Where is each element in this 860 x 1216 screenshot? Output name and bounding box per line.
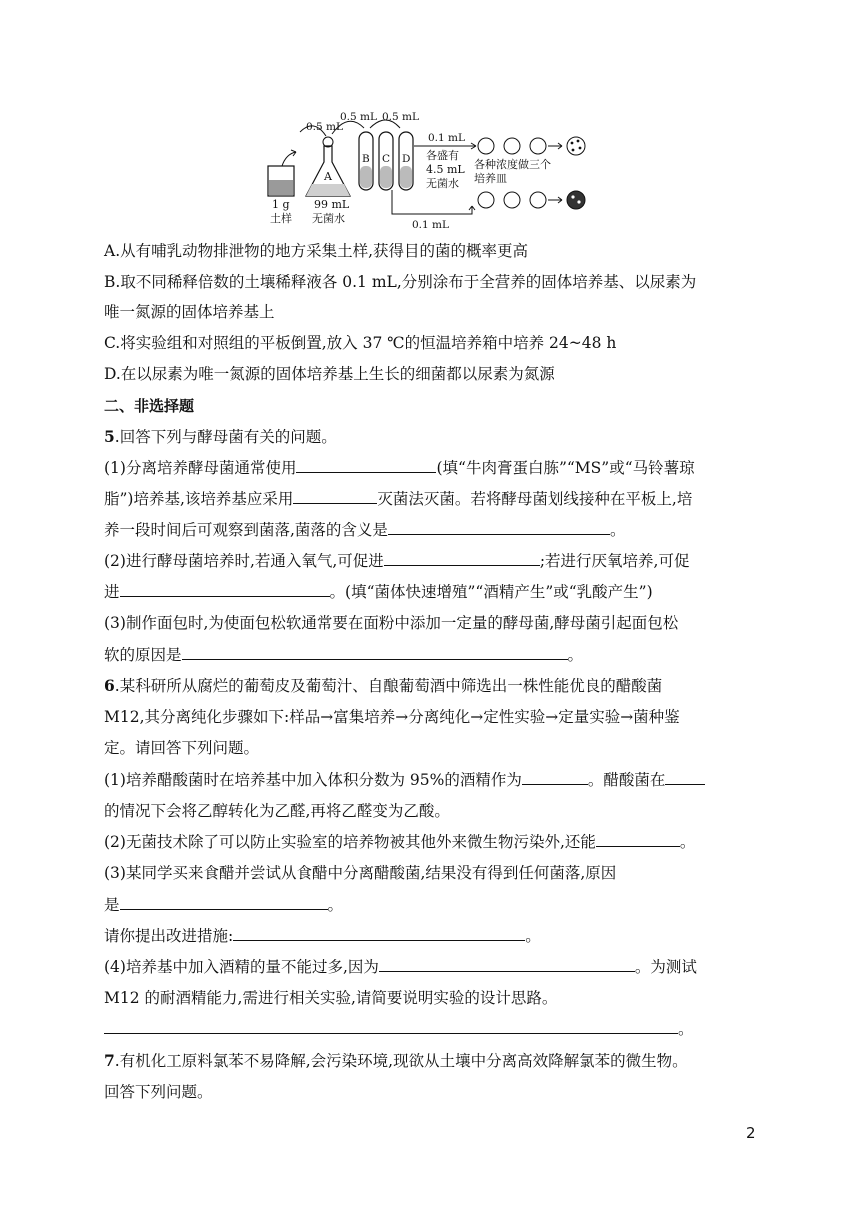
answer-blank[interactable]: [388, 519, 610, 535]
answer-blank[interactable]: [596, 831, 680, 847]
question-6-line3: 定。请回答下列问题。: [104, 739, 260, 757]
petri-dish-icon: [478, 191, 585, 209]
q6-part3-line3: 请你提出改进措施: 。: [104, 927, 541, 945]
answer-blank[interactable]: [665, 769, 705, 785]
plating-arrow-bottom: [392, 190, 472, 214]
answer-blank[interactable]: [522, 769, 588, 785]
option-c: C.将实验组和对照组的平板倒置,放入 37 ℃的恒温培养箱中培养 24~48 h: [104, 334, 617, 352]
option-a: A.从有哺乳动物排泄物的地方采集土样,获得目的菌的概率更高: [104, 242, 529, 260]
q6-part1-line1: (1)培养醋酸菌时在培养基中加入体积分数为 95%的酒精作为 。醋酸菌在: [104, 769, 764, 791]
tube-d-label: D: [402, 153, 411, 165]
option-b-cont: 唯一氮源的固体培养基上: [104, 303, 275, 321]
question-5: 5.回答下列与酵母菌有关的问题。: [104, 427, 337, 446]
answer-blank[interactable]: [120, 581, 330, 597]
q6-part3-line1: (3)某同学买来食醋并尝试从食醋中分离醋酸菌,结果没有得到任何菌落,原因: [104, 864, 617, 882]
q6-part3-line2: 是 。: [104, 896, 344, 914]
flask-volume: 99 mL: [314, 198, 350, 211]
question-7-line2: 回答下列问题。: [104, 1083, 213, 1101]
volume-label-2: 0.5 mL: [340, 111, 377, 123]
dilution-diagram: [262, 106, 602, 232]
flask-letter: A: [324, 170, 332, 183]
page-number: 2: [746, 1124, 756, 1142]
q6-part1-line2: 的情况下会将乙醇转化为乙醛,再将乙醛变为乙酸。: [104, 802, 450, 820]
volume-label-4: 0.1 mL: [428, 132, 465, 144]
answer-blank[interactable]: [233, 925, 525, 941]
volume-label-1: 0.5 mL: [306, 121, 343, 133]
q6-part4-line3: 。: [104, 1018, 764, 1040]
question-6: 6.某科研所从腐烂的葡萄皮及葡萄汁、自酿葡萄酒中筛选出一株性能优良的醋酸菌: [104, 676, 663, 695]
q6-part4-line1: (4)培养基中加入酒精的量不能过多,因为 。为测试: [104, 958, 697, 976]
tube-b-label: B: [362, 153, 370, 165]
q6-part4-line2: M12 的耐酒精能力,需进行相关实验,请简要说明实验的设计思路。: [104, 989, 558, 1007]
volume-label-3: 0.5 mL: [382, 111, 419, 123]
soil-sample-label: 土样: [270, 212, 292, 225]
answer-blank[interactable]: [379, 956, 635, 972]
volume-label-5: 0.1 mL: [412, 219, 449, 231]
answer-blank[interactable]: [104, 1018, 678, 1034]
q5-part3-line1: (3)制作面包时,为使面包松软通常要在面粉中添加一定量的酵母菌,酵母菌引起面包松: [104, 614, 679, 632]
section-heading: 二、非选择题: [104, 397, 195, 415]
answer-blank[interactable]: [120, 894, 328, 910]
dish-note-2: 培养皿: [474, 172, 507, 185]
q5-part2-line1: (2)进行酵母菌培养时,若通入氧气,可促进 ;若进行厌氧培养,可促: [104, 552, 690, 570]
q5-part1-line1: (1)分离培养酵母菌通常使用 (填“牛肉膏蛋白胨”“MS”或“马铃薯琼: [104, 459, 695, 477]
option-b: B.取不同稀释倍数的土壤稀释液各 0.1 mL,分别涂布于全营养的固体培养基、以尿素为: [104, 273, 697, 291]
tube-note-2: 4.5 mL: [426, 163, 465, 176]
q5-part1-line3: 养一段时间后可观察到菌落,菌落的含义是 。: [104, 521, 626, 539]
q5-part1-line2: 脂”)培养基,该培养基应采用 灭菌法灭菌。若将酵母菌划线接种在平板上,培: [104, 490, 693, 508]
flask-icon: [306, 137, 350, 196]
flask-water: 无菌水: [312, 212, 345, 225]
q6-part2: (2)无菌技术除了可以防止实验室的培养物被其他外来微生物污染外,还能 。: [104, 833, 696, 851]
tube-note-1: 各盛有: [426, 149, 459, 162]
tube-note-3: 无菌水: [426, 177, 459, 190]
q5-part3-line2: 软的原因是 。: [104, 646, 584, 664]
dish-note-1: 各种浓度做三个: [474, 158, 551, 171]
soil-beaker-icon: [268, 150, 296, 196]
answer-blank[interactable]: [182, 644, 568, 660]
q5-part2-line2: 进 。(填“菌体快速增殖”“酒精产生”或“乳酸产生”): [104, 583, 653, 601]
petri-dish-icon: [478, 137, 585, 155]
question-7: 7.有机化工原料氯苯不易降解,会污染环境,现欲从土壤中分离高效降解氯苯的微生物。: [104, 1051, 688, 1070]
soil-mass-label: 1 g: [272, 198, 290, 211]
tube-c-label: C: [382, 153, 391, 165]
answer-blank[interactable]: [384, 550, 540, 566]
answer-blank[interactable]: [296, 457, 436, 473]
answer-blank[interactable]: [293, 488, 377, 504]
question-6-line2: M12,其分离纯化步骤如下:样品→富集培养→分离纯化→定性实验→定量实验→菌种鉴: [104, 708, 680, 726]
option-d: D.在以尿素为唯一氮源的固体培养基上生长的细菌都以尿素为氮源: [104, 365, 555, 383]
